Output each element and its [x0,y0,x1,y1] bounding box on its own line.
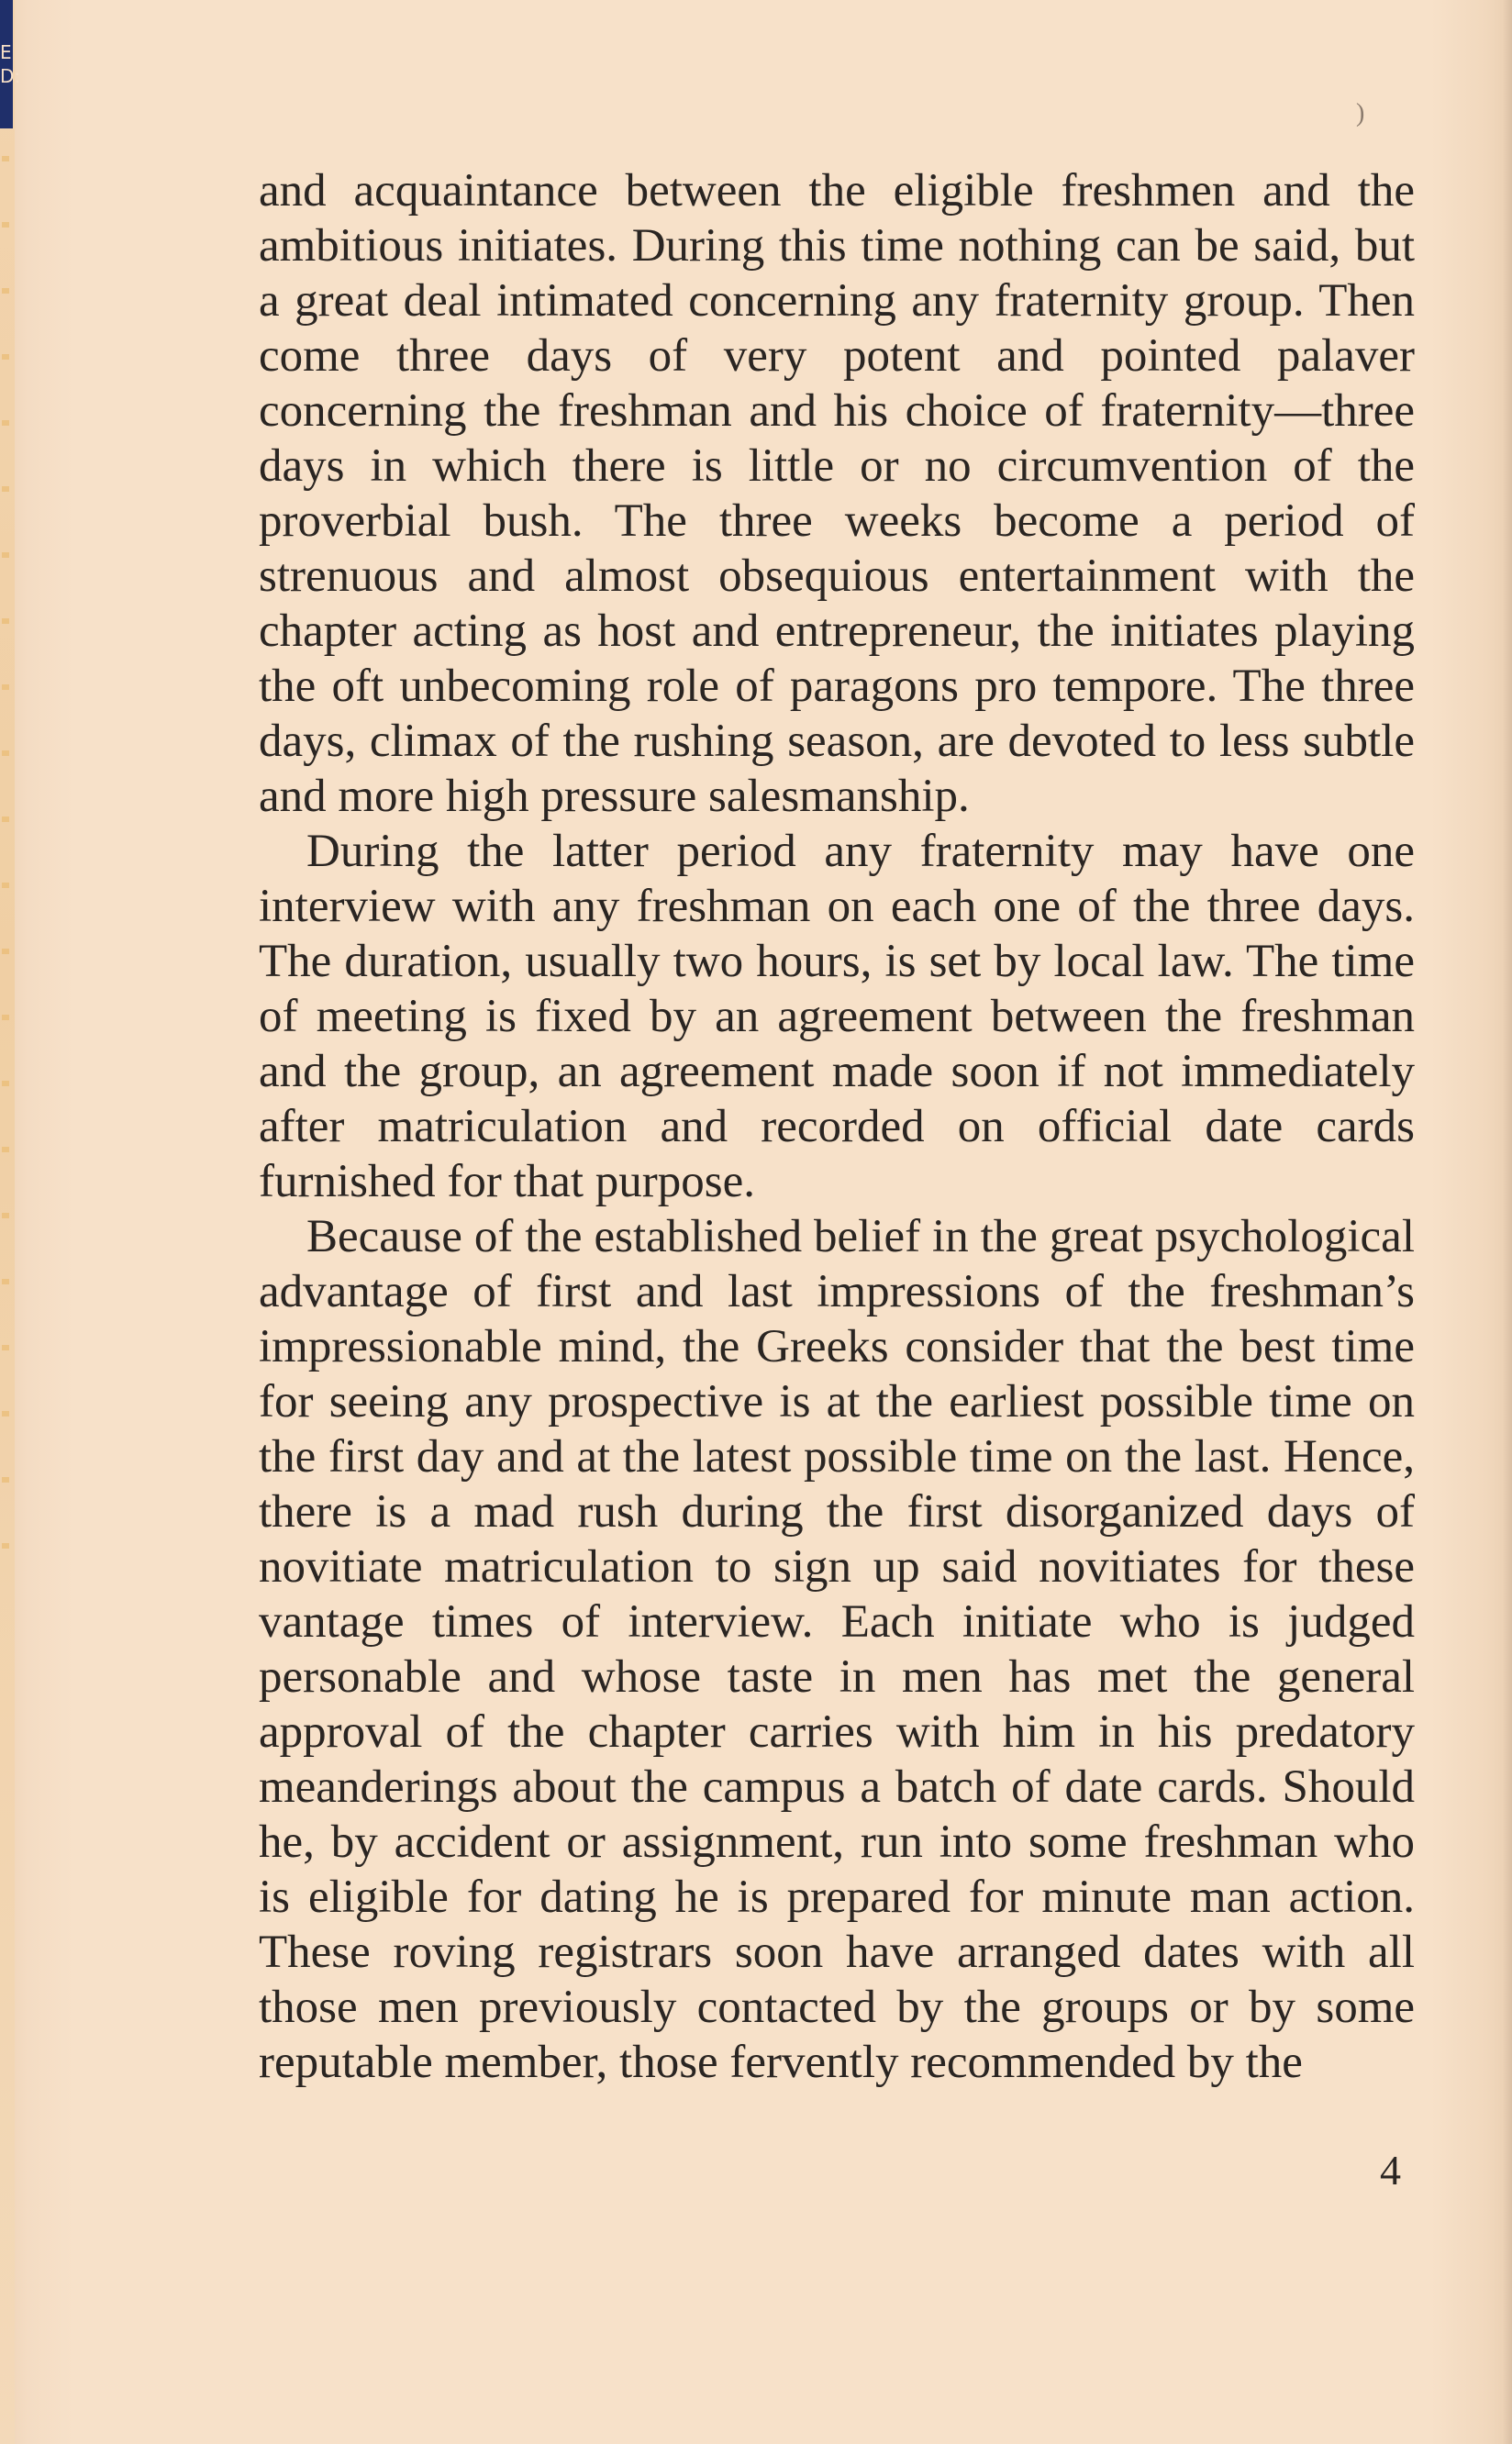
spine-decoration [2,156,9,1587]
page-number: 4 [1380,2147,1401,2194]
body-text [259,163,1415,2090]
paragraph-3: Because of the established belief in the great psychological advantage of first and last impressions of the freshman’s impressionable mind, the Greeks consider that the best time for seeing any prospective is at the earliest possible time on the first day and at the latest possible time on the last. Hence, there is a mad rush during the first disorganized days of novitiate matriculation to sign up said novitiates for these vantage times of interview. Each initiate who is judged personable and whose taste in men has met the general approval of the chapter carries with him in his predatory meanderings about the campus a batch of date cards. Should he, by accident or assignment, run into some freshman who is eligible for dating he is prepared for minute man action. These roving registrars soon have arranged dates with all those men previously contacted by the groups or by some reputable member, those fervently recommended by the [259,1211,1415,2088]
paragraph-2: During the latter period any fraternity may have one interview with any freshman on each one of the three days. The duration, usually two hours, is set by local law. The time of meeting is fixed by an agreement between the freshman and the group, an agreement made soon if not immediately after matriculation and recorded on official date cards furnished for that purpose. [259,826,1415,1207]
corner-mark: ) [1356,99,1365,128]
spine-label: E D: [0,0,13,128]
paragraph-1: and acquaintance between the eligible freshmen and the ambitious initiates. During this time nothing can be said, but a great deal intimated concerning any fraternity group. Then come three days of very potent and pointed palaver concerning the freshman and his choice of fraternity—three days in which there is little or no circumvention of the proverbial bush. The three weeks become a period of strenuous and almost obsequious entertainment with the chapter acting as host and entrepreneur, the initiates playing the oft unbecoming role of paragons pro tempore. The three days, climax of the rushing season, are devoted to less subtle and more high pressure salesmanship. [259,165,1415,822]
page-edge-shadow [1503,0,1512,2444]
